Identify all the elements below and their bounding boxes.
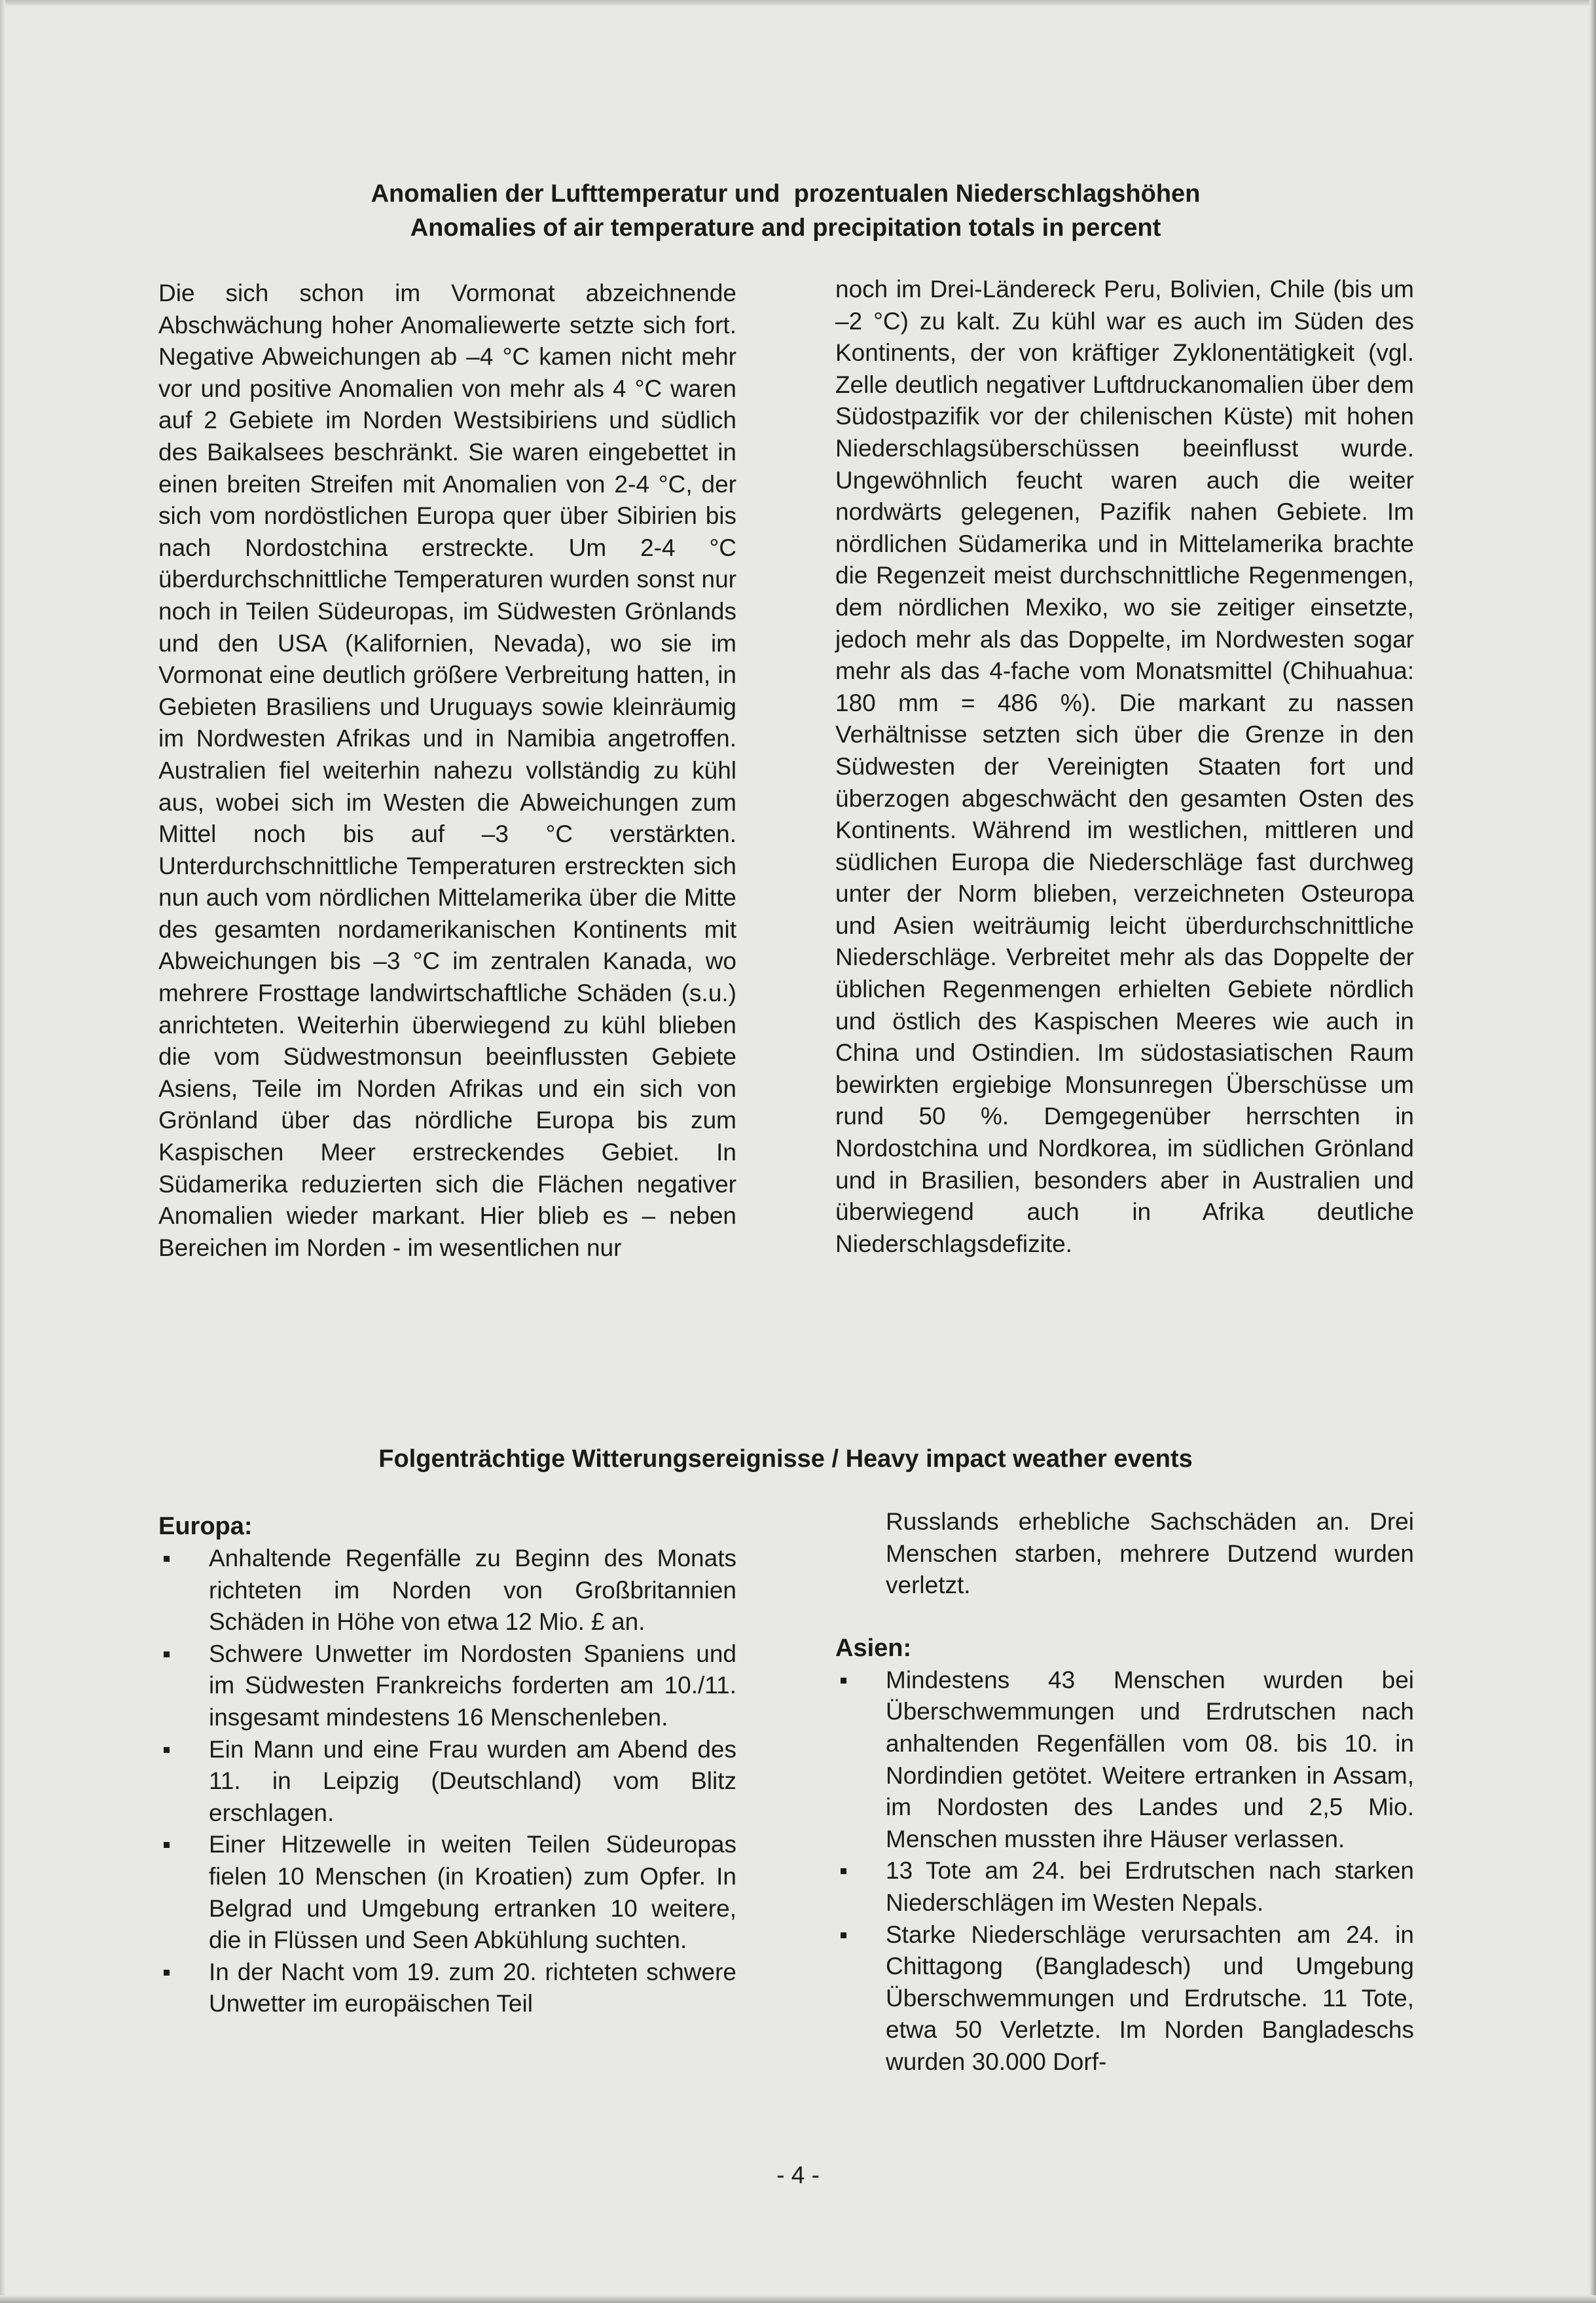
list-item bbox=[158, 1957, 736, 2020]
title-german: Anomalien der Lufttemperatur und prozentualen Niederschlagshöhen bbox=[371, 180, 1201, 208]
anomalies-column-left bbox=[158, 278, 736, 1264]
list-item-text: Schwere Unwetter im Nordosten Spaniens und im Südwesten Frankreichs forderten am 10./11. insgesamt mindestens 16 Menschenleben. bbox=[209, 1640, 736, 1731]
list-item-text: Mindestens 43 Menschen wurden bei Überschwemmungen und Erdrutschen nach anhaltenden Regenfällen vom 08. bis 10. in Nordindien getötet. Weitere ertranken in Assam, im Nordosten des Landes und 2,5 Mio. Menschen mussten ihre Häuser verlassen. bbox=[886, 1666, 1414, 1852]
list-item bbox=[835, 1855, 1414, 1919]
bullet-icon bbox=[164, 1747, 170, 1753]
scan-edge-right bbox=[1589, 0, 1596, 2303]
list-item bbox=[835, 1665, 1414, 1856]
asia-event-list bbox=[835, 1665, 1414, 2078]
page-number: - 4 - bbox=[776, 2162, 820, 2188]
europe-column bbox=[158, 1510, 736, 2020]
europe-heading: Europa: bbox=[158, 1513, 253, 1540]
list-item-text: 13 Tote am 24. bei Erdrutschen nach starken Niederschlägen im Westen Nepals. bbox=[886, 1857, 1414, 1916]
anomalies-paragraph-right: noch im Drei-Ländereck Peru, Bolivien, Chile (bis um –2 °C) zu kalt. Zu kühl war es auch im Süden des Kontinents, der von kräftiger Zyklonentätigkeit (vgl. Zelle deutlich negativer Luftdruckanomalien über dem Südostpazifik vor der chilenischen Küste) mit hohen Niederschlagsüberschüssen beeinflusst wurde. Ungewöhnlich feucht waren auch die weiter nordwärts gelegenen, Pazifik nahen Gebiete. Im nördlichen Südamerika und in Mittelamerika brachte die Regenzeit meist durchschnittliche Regenmengen, dem nördlichen Mexiko, wo sie zeitiger einsetzte, jedoch mehr als das Doppelte, im Nordwesten sogar mehr als das 4-fache vom Monatsmittel (Chihuahua: 180 mm = 486 %). Die markant zu nassen Verhältnisse setzten sich über die Grenze in den Südwesten der Vereinigten Staaten fort und überzogen abgeschwächt den gesamten Osten des Kontinents. Während im westlichen, mittleren und südlichen Europa die Niederschläge fast durchweg unter der Norm blieben, verzeichneten Osteuropa und Asien weiträumig leicht überdurchschnittliche Niederschläge. Verbreitet mehr als das Doppelte der üblichen Regenmengen erhielten Gebiete nördlich und östlich des Kaspischen Meeres wie auch in China und Ostindien. Im südostasiatischen Raum bewirkten ergiebige Monsunregen Überschüsse um rund 50 %. Demgegenüber herrschten in Nordostchina und Nordkorea, im südlichen Grönland und in Brasilien, besonders aber in Australien und überwiegend auch in Afrika deutliche Niederschlagsdefizite. bbox=[835, 276, 1414, 1257]
list-item bbox=[158, 1543, 736, 1638]
list-item bbox=[158, 1638, 736, 1734]
europe-item-continuation: Russlands erhebliche Sachschäden an. Drei Menschen starben, mehrere Dutzend wurden verletzt. bbox=[886, 1508, 1414, 1599]
anomalies-column-right bbox=[835, 274, 1414, 1260]
events-title: Folgenträchtige Witterungsereignisse / Heavy impact weather events bbox=[378, 1445, 1193, 1473]
list-item bbox=[158, 1829, 736, 1956]
list-item-text: In der Nacht vom 19. zum 20. richteten schwere Unwetter im europäischen Teil bbox=[209, 1958, 736, 2017]
list-item-text: Anhaltende Regenfälle zu Beginn des Monats richteten im Norden von Großbritannien Schäden in Höhe von etwa 12 Mio. £ an. bbox=[209, 1545, 736, 1636]
section-spacer bbox=[835, 1602, 1414, 1632]
scan-edge-top bbox=[0, 0, 1596, 7]
anomalies-paragraph-left: Die sich schon im Vormonat abzeichnende Abschwächung hoher Anomaliewerte setzte sich fort. Negative Abweichungen ab –4 °C kamen nicht mehr vor und positive Anomalien von mehr als 4 °C waren auf 2 Gebiete im Norden Westsibiriens und südlich des Baikalsees beschränkt. Sie waren eingebettet in einen breiten Streifen mit Anomalien von 2-4 °C, der sich vom nordöstlichen Europa quer über Sibirien bis nach Nordostchina erstreckte. Um 2-4 °C überdurchschnittliche Temperaturen wurden sonst nur noch in Teilen Südeuropas, im Südwesten Grönlands und den USA (Kalifornien, Nevada), wo sie im Vormonat eine deutlich größere Verbreitung hatten, in Gebieten Brasiliens und Uruguays sowie kleinräumig im Nordwesten Afrikas und in Namibia angetroffen. Australien fiel weiterhin nahezu vollständig zu kühl aus, wobei sich im Westen die Abweichungen zum Mittel noch bis auf –3 °C verstärkten. Unterdurchschnittliche Temperaturen erstreckten sich nun auch vom nördlichen Mittelamerika über die Mitte des gesamten nordamerikanischen Kontinents mit Abweichungen bis –3 °C im zentralen Kanada, wo mehrere Frosttage landwirtschaftliche Schäden (s.u.) anrichteten. Weiterhin überwiegend zu kühl blieben die vom Südwestmonsun beeinflussten Gebiete Asiens, Teile im Norden Afrikas und ein sich von Grönland über das nördliche Europa bis zum Kaspischen Meer erstreckendes Gebiet. In Südamerika reduzierten sich die Flächen negativer Anomalien wieder markant. Hier blieb es – neben Bereichen im Norden - im wesentlichen nur bbox=[158, 280, 736, 1261]
list-item bbox=[158, 1734, 736, 1830]
scan-edge-bottom bbox=[0, 2295, 1596, 2303]
list-item-text: Starke Niederschläge verursachten am 24. in Chittagong (Bangladesch) und Umgebung Überschwemmungen und Erdrutsche. 11 Tote, etwa 50 Verletzte. Im Norden Bangladeschs wurden 30.000 Dorf- bbox=[886, 1921, 1414, 2075]
anomalies-title bbox=[157, 177, 1414, 245]
bullet-icon bbox=[841, 1868, 846, 1874]
bullet-icon bbox=[164, 1651, 170, 1657]
bullet-icon bbox=[841, 1678, 846, 1684]
asia-heading: Asien: bbox=[835, 1634, 912, 1662]
list-item-text: Einer Hitzewelle in weiten Teilen Südeuropas fielen 10 Menschen (in Kroatien) zum Opfer. In Belgrad und Umgebung ertranken 10 weitere, die in Flüssen und Seen Abkühlung suchten. bbox=[209, 1831, 736, 1954]
bullet-icon bbox=[164, 1556, 170, 1562]
list-item-text: Ein Mann und eine Frau wurden am Abend des 11. in Leipzig (Deutschland) vom Blitz erschlagen. bbox=[209, 1735, 736, 1826]
europe-event-list bbox=[158, 1543, 736, 2020]
scan-edge-left bbox=[0, 0, 5, 2303]
list-item bbox=[835, 1919, 1414, 2078]
title-english: Anomalies of air temperature and precipitation totals in percent bbox=[410, 214, 1161, 242]
bullet-icon bbox=[164, 1842, 170, 1848]
bullet-icon bbox=[164, 1970, 170, 1976]
asia-column bbox=[835, 1506, 1414, 2078]
bullet-icon bbox=[841, 1932, 846, 1938]
